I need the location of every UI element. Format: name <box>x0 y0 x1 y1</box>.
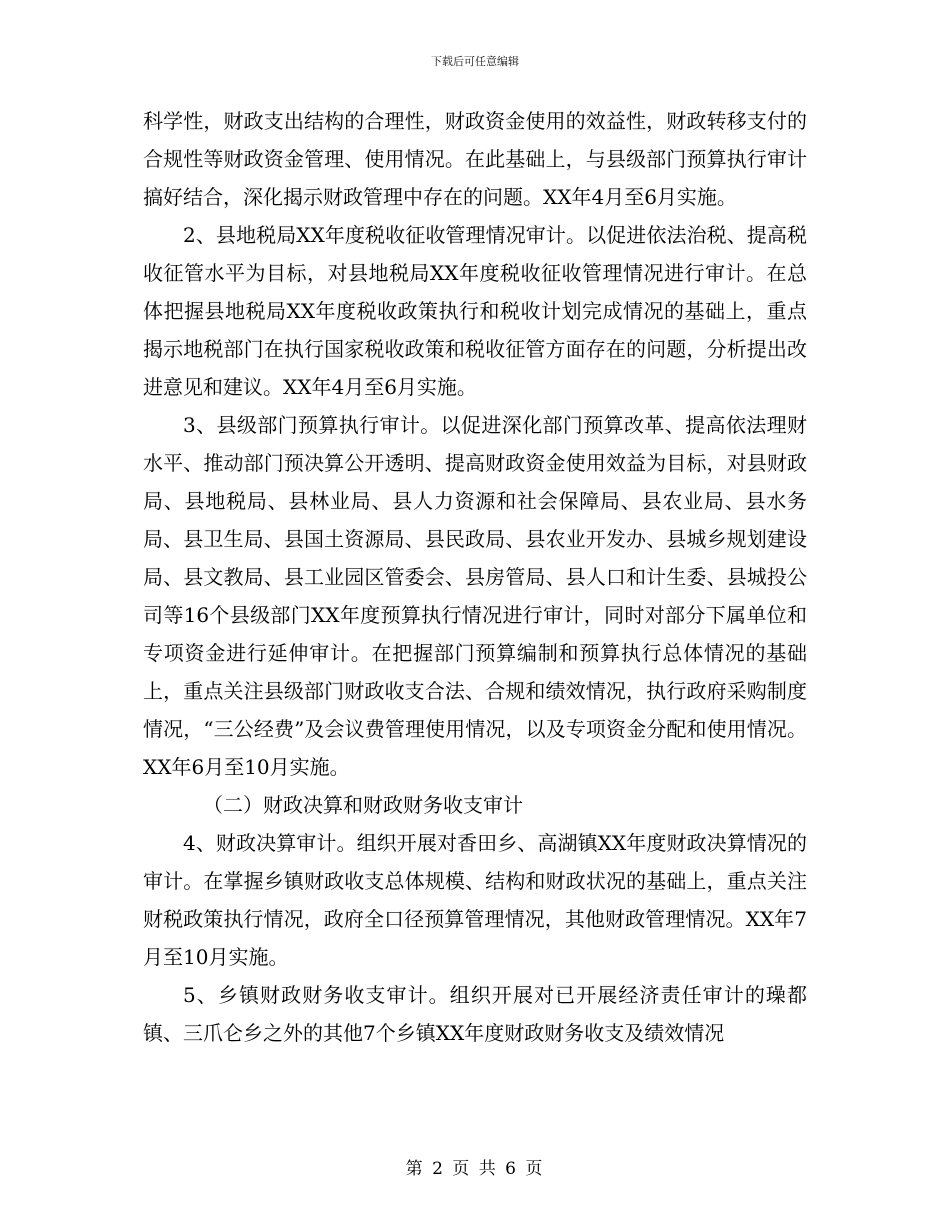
paragraph-item-2: 2、县地税局XX年度税收征收管理情况审计。以促进依法治税、提高税收征管水平为目标，对县地税局XX年度税收征收管理情况进行审计。在总体把握县地税局XX年度税收政策执行和税收计划完成情况的基础上，重点揭示地税部门在执行国家税收政策和税收征管方面存在的问题，分析提出改进意见和建议。XX年4月至6月实施。 <box>143 223 807 399</box>
paragraph-item-3: 3、县级部门预算执行审计。以促进深化部门预算改革、提高依法理财水平、推动部门预决算公开透明、提高财政资金使用效益为目标，对县财政局、县地税局、县林业局、县人力资源和社会保障局、县农业局、县水务局、县卫生局、县国土资源局、县民政局、县农业开发办、县城乡规划建设局、县文教局、县工业园区管委会、县房管局、县人口和计生委、县城投公司等16个县级部门XX年度预算执行情况进行审计，同时对部分下属单位和专项资金进行延伸审计。在把握部门预算编制和预算执行总体情况的基础上，重点关注县级部门财政收支合法、合规和绩效情况，执行政府采购制度情况，“三公经费”及会议费管理使用情况，以及专项资金分配和使用情况。XX年6月至10月实施。 <box>143 413 807 779</box>
paragraph-item-4: 4、财政决算审计。组织开展对香田乡、高湖镇XX年度财政决算情况的审计。在掌握乡镇财政收支总体规模、结构和财政状况的基础上，重点关注财税政策执行情况，政府全口径预算管理情况，其他财政管理情况。XX年7月至10月实施。 <box>143 831 807 969</box>
document-body <box>143 102 807 1052</box>
paragraph-continued: 科学性，财政支出结构的合理性，财政资金使用的效益性，财政转移支付的合规性等财政资金管理、使用情况。在此基础上，与县级部门预算执行审计搞好结合，深化揭示财政管理中存在的问题。XX年4月至6月实施。 <box>143 109 807 209</box>
paragraph-item-5: 5、乡镇财政财务收支审计。组织开展对已开展经济责任审计的璪都镇、三爪仑乡之外的其他7个乡镇XX年度财政财务收支及绩效情况 <box>143 983 807 1045</box>
page-header: 下载后可任意编辑 <box>431 55 519 68</box>
page-footer: 第 2 页 共 6 页 <box>405 1159 545 1179</box>
section-heading: （二）财政决算和财政财务收支审计 <box>203 793 523 817</box>
